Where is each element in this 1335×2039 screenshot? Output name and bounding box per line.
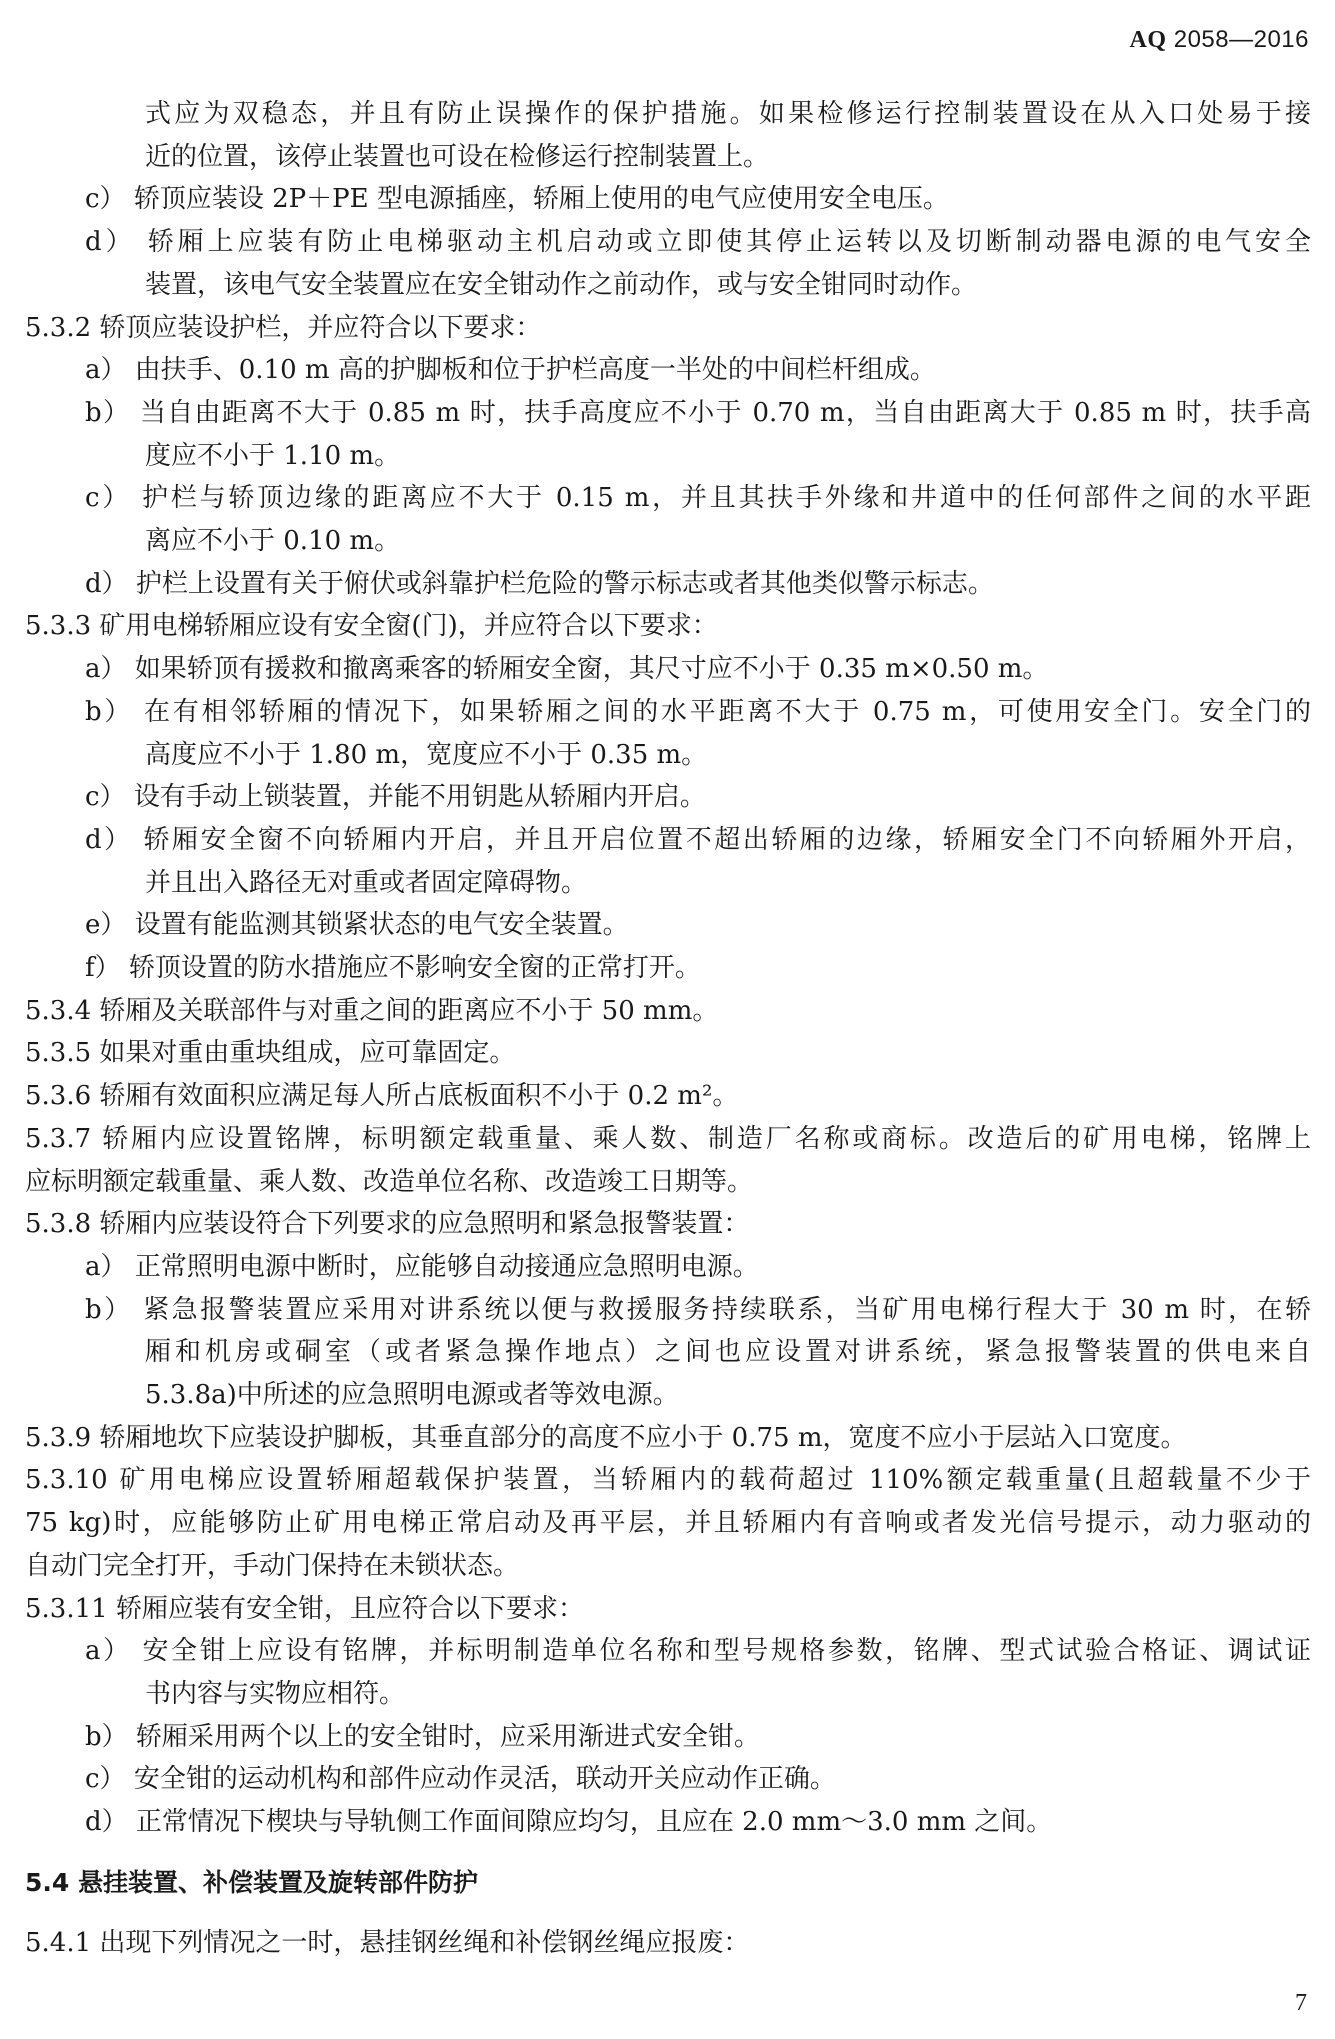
text-line: a） 正常照明电源中断时，应能够自动接通应急照明电源。 <box>85 1251 759 1282</box>
text-line: 装置，该电气安全装置应在安全钳动作之前动作，或与安全钳同时动作。 <box>145 269 978 300</box>
text-line: f） 轿顶设置的防水措施应不影响安全窗的正常打开。 <box>85 953 701 983</box>
text-line: d） 轿厢安全窗不向轿厢内开启，并且开启位置不超出轿厢的边缘，轿厢安全门不向轿厢外开启， <box>85 824 1311 855</box>
text-line: e） 设置有能监测其锁紧状态的电气安全装置。 <box>85 910 629 941</box>
text-line: 近的位置，该停止装置也可设在检修运行控制装置上。 <box>145 141 770 172</box>
text-line: b） 当自由距离不大于 0.85 m 时，扶手高度应不小于 0.70 m，当自由距离大于 0.85 m 时，扶手高 <box>85 397 1311 428</box>
text-line: 5.3.9 轿厢地坎下应装设护脚板，其垂直部分的高度不应小于 0.75 m，宽度不应小于层站入口宽度。 <box>25 1422 1187 1453</box>
text-line: 5.3.10 矿用电梯应设置轿厢超载保护装置，当轿厢内的载荷超过 110%额定载重量(且超载量不少于 <box>25 1465 1311 1496</box>
text-line: d） 轿厢上应装有防止电梯驱动主机启动或立即使其停止运转以及切断制动器电源的电气安全 <box>85 227 1311 258</box>
text-line: 离应不小于 0.10 m。 <box>145 526 401 556</box>
text-line: b） 轿厢采用两个以上的安全钳时，应采用渐进式安全钳。 <box>85 1721 760 1752</box>
text-line: 书内容与实物应相符。 <box>145 1678 406 1709</box>
text-line: 5.3.3 矿用电梯轿厢应设有安全窗(门)，并应符合以下要求： <box>25 611 718 642</box>
text-line: 5.3.8a)中所述的应急照明电源或者等效电源。 <box>145 1380 679 1410</box>
text-line: 5.3.8 轿厢内应装设符合下列要求的应急照明和紧急报警装置： <box>25 1209 750 1240</box>
text-line: 5.3.4 轿厢及关联部件与对重之间的距离应不小于 50 mm。 <box>25 995 719 1026</box>
text-line: b） 在有相邻轿厢的情况下，如果轿厢之间的水平距离不大于 0.75 m，可使用安全门。安全门的 <box>85 696 1311 727</box>
page-header <box>1130 26 1309 54</box>
text-line: c） 轿顶应装设 2P＋PE 型电源插座，轿厢上使用的电气应使用安全电压。 <box>85 184 949 215</box>
text-line: b） 紧急报警装置应采用对讲系统以便与救援服务持续联系，当矿用电梯行程大于 30 m 时，在轿 <box>85 1294 1311 1325</box>
text-line: a） 安全钳上应设有铭牌，并标明制造单位名称和型号规格参数，铭牌、型式试验合格证、调试证 <box>85 1636 1311 1667</box>
standard-code: 2058—2016 <box>1173 26 1309 53</box>
text-line: 并且出入路径无对重或者固定障碍物。 <box>145 867 588 898</box>
text-line: 5.3.2 轿顶应装设护栏，并应符合以下要求： <box>25 312 542 343</box>
text-line: c） 设有手动上锁装置，并能不用钥匙从轿厢内开启。 <box>85 782 706 813</box>
text-line: 自动门完全打开，手动门保持在未锁状态。 <box>25 1550 520 1581</box>
text-line: a） 由扶手、0.10 m 高的护脚板和位于护栏高度一半处的中间栏杆组成。 <box>85 355 936 386</box>
text-line: 厢和机房或硐室（或者紧急操作地点）之间也应设置对讲系统，紧急报警装置的供电来自 <box>145 1337 1311 1368</box>
text-line: d） 护栏上设置有关于俯伏或斜靠护栏危险的警示标志或者其他类似警示标志。 <box>85 568 994 599</box>
text-line: 5.4.1 出现下列情况之一时，悬挂钢丝绳和补偿钢丝绳应报废： <box>25 1927 750 1958</box>
text-line: 式应为双稳态，并且有防止误操作的保护措施。如果检修运行控制装置设在从入口处易于接 <box>145 99 1311 129</box>
text-line: 高度应不小于 1.80 m，宽度应不小于 0.35 m。 <box>145 739 708 770</box>
text-line: c） 护栏与轿顶边缘的距离应不大于 0.15 m，并且其扶手外缘和井道中的任何部件之间的水平距 <box>85 483 1311 514</box>
text-line: 75 kg)时，应能够防止矿用电梯正常启动及再平层，并且轿厢内有音响或者发光信号提示，动力驱动的 <box>25 1508 1311 1539</box>
page-number: 7 <box>1295 1990 1307 2016</box>
standard-prefix: AQ <box>1129 27 1167 53</box>
text-line: 应标明额定载重量、乘人数、改造单位名称、改造竣工日期等。 <box>25 1166 754 1197</box>
text-line: 5.3.7 轿厢内应设置铭牌，标明额定载重量、乘人数、制造厂名称或商标。改造后的矿用电梯，铭牌上 <box>25 1123 1311 1154</box>
text-line: a） 如果轿顶有援救和撤离乘客的轿厢安全窗，其尺寸应不小于 0.35 m×0.50 m。 <box>85 654 1049 685</box>
text-line: 5.3.5 如果对重由重块组成，应可靠固定。 <box>25 1038 516 1069</box>
text-line: 度应不小于 1.10 m。 <box>145 440 401 471</box>
text-line: c） 安全钳的运动机构和部件应动作灵活，联动开关应动作正确。 <box>85 1764 836 1795</box>
text-line: 5.3.11 轿厢应装有安全钳，且应符合以下要求： <box>25 1593 584 1624</box>
text-line: d） 正常情况下楔块与导轨侧工作面间隙应均匀，且应在 2.0 mm～3.0 mm 之间。 <box>85 1807 1053 1837</box>
text-line: 5.3.6 轿厢有效面积应满足每人所占底板面积不小于 0.2 m²。 <box>25 1081 739 1112</box>
section-heading: 5.4 悬挂装置、补偿装置及旋转部件防护 <box>25 1867 478 1897</box>
